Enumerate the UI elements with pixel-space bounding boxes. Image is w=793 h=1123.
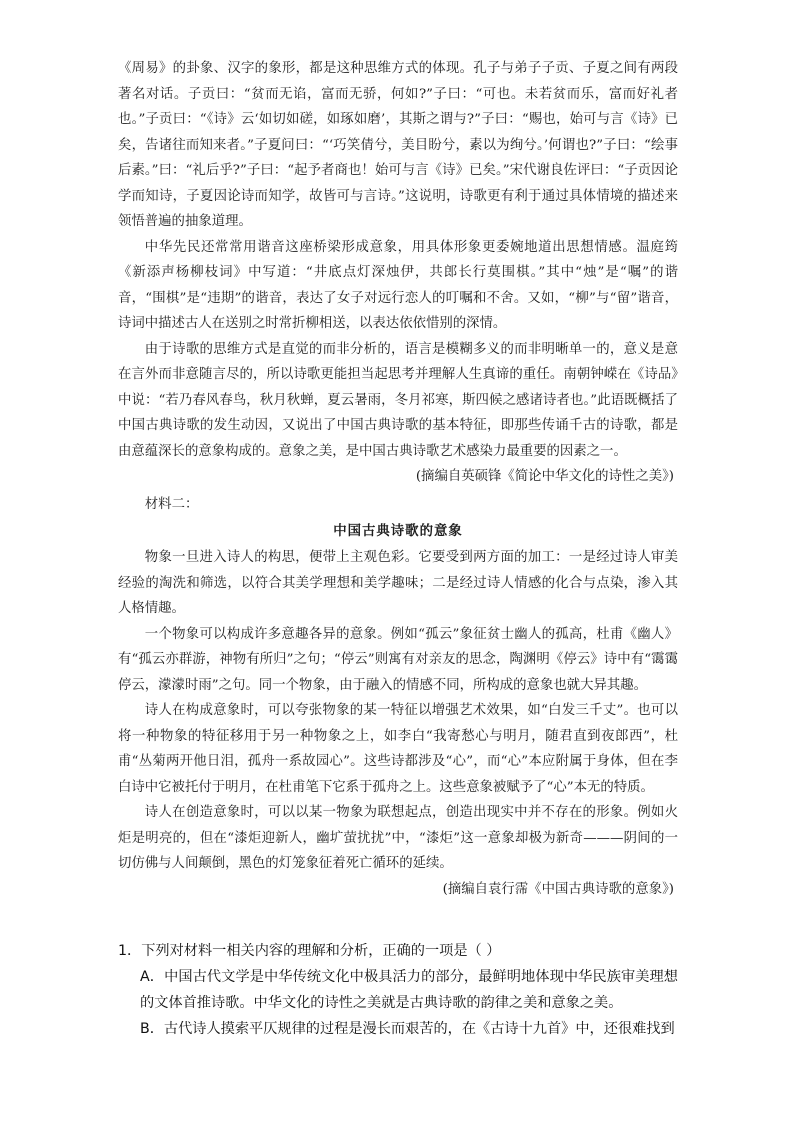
material-two-paragraph-2: 一个物象可以构成许多意趣各异的意象。例如“孤云”象征贫士幽人的孤高，杜甫《幽人》有“孤云亦群游，神物有所归”之句；“停云”则寓有对亲友的思念，陶渊明《停云》诗中有“霭霭停云，濛濛时雨”之句。同一个物象，由于融入的情感不同，所构成的意象也就大异其趣。: [118, 626, 678, 693]
question-1-option-b: B．古代诗人摸索平仄规律的过程是漫长而艰苦的，在《古诗十九首》中，还很难找到: [140, 1021, 675, 1037]
material-one-paragraph-1: 《周易》的卦象、汉字的象形，都是这种思维方式的体现。孔子与弟子子贡、子夏之间有两段著名对话。子贡曰：“贫而无谄，富而无骄，何如?”子曰：“可也。未若贫而乐，富而好礼者也。”子贡曰：“《诗》云‘如切如磋，如琢如磨’，其斯之谓与?”子曰：“赐也，始可与言《诗》已矣，告诸往而知来者。”子夏问曰：“‘巧笑倩兮，美目盼兮，素以为绚兮。’何谓也?”子曰：“绘事后素。”曰：“礼后乎?”子曰：“起予者商也！始可与言《诗》已矣。”宋代谢良佐评曰：“子贡因论学而知诗，子夏因论诗而知学，故皆可与言诗。”这说明，诗歌更有利于通过具体情境的描述来领悟普遍的抽象道理。: [118, 61, 678, 229]
document-body: [118, 56, 678, 902]
material-one-paragraph-3: 由于诗歌的思维方式是直觉的而非分析的，语言是模糊多义的而非明晰单一的，意义是意在言外而非意随言尽的，所以诗歌更能担当起思考并理解人生真谛的重任。南朝钟嵘在《诗品》中说：“若乃春风春鸟，秋月秋蝉，夏云暑雨，冬月祁寒，斯四候之感诸诗者也。”此语既概括了中国古典诗歌的发生动因，又说出了中国古典诗歌的基本特征，即那些传诵千古的诗歌，都是由意蕴深长的意象构成的。意象之美，是中国古典诗歌艺术感染力最重要的因素之一。: [118, 341, 678, 459]
material-two-paragraph-1: 物象一旦进入诗人的构思，便带上主观色彩。它要受到两方面的加工：一是经过诗人审美经验的淘洗和筛选，以符合其美学理想和美学趣味；二是经过诗人情感的化合与点染，渗入其人格情趣。: [118, 550, 678, 616]
material-one-paragraph-2: 中华先民还常常用谐音这座桥梁形成意象，用具体形象更委婉地道出思想情感。温庭筠《新添声杨柳枝词》中写道：“井底点灯深烛伊，共郎长行莫围棋。”其中“烛”是“嘱”的谐音，“围棋”是“违期”的谐音，表达了女子对远行恋人的叮嘱和不舍。又如，“柳”与“留”谐音，诗词中描述古人在送别之时常折柳相送，以表达依依惜别的深情。: [118, 239, 678, 331]
material-two-title: 中国古典诗歌的意象: [333, 523, 463, 539]
question-1-stem: 1．下列对材料一相关内容的理解和分析，正确的一项是（ ）: [118, 943, 501, 959]
question-1: [118, 938, 678, 1042]
material-two-citation: (摘编自袁行霈《中国古典诗歌的意象》): [442, 881, 674, 897]
material-two-paragraph-3: 诗人在构成意象时，可以夸张物象的某一特征以增强艺术效果，如“白发三千丈”。也可以将一种物象的特征移用于另一种物象之上，如李白“我寄愁心与明月，随君直到夜郎西”，杜甫“丛菊两开他日泪，孤舟一系故园心”。这些诗都涉及“心”，而“心”本应附属于身体，但在李白诗中它被托付于明月，在杜甫笔下它系于孤舟之上。这些意象被赋予了“心”本无的特质。: [118, 703, 678, 795]
question-1-option-a: A．中国古代文学是中华传统文化中极具活力的部分，最鲜明地体现中华民族审美理想的文体首推诗歌。中华文化的诗性之美就是古典诗歌的韵律之美和意象之美。: [140, 969, 678, 1011]
material-two-paragraph-4: 诗人在创造意象时，可以以某一物象为联想起点，创造出现实中并不存在的形象。例如火炬是明亮的，但在“漆炬迎新人，幽圹萤扰扰”中，“漆炬”这一意象却极为新奇———阴间的一切仿佛与人间颠倒，黑色的灯笼象征着死亡循环的延续。: [118, 805, 678, 871]
material-two-label: 材料二：: [144, 496, 199, 512]
material-one-citation: (摘编自英硕锋《简论中华文化的诗性之美》): [415, 469, 674, 484]
